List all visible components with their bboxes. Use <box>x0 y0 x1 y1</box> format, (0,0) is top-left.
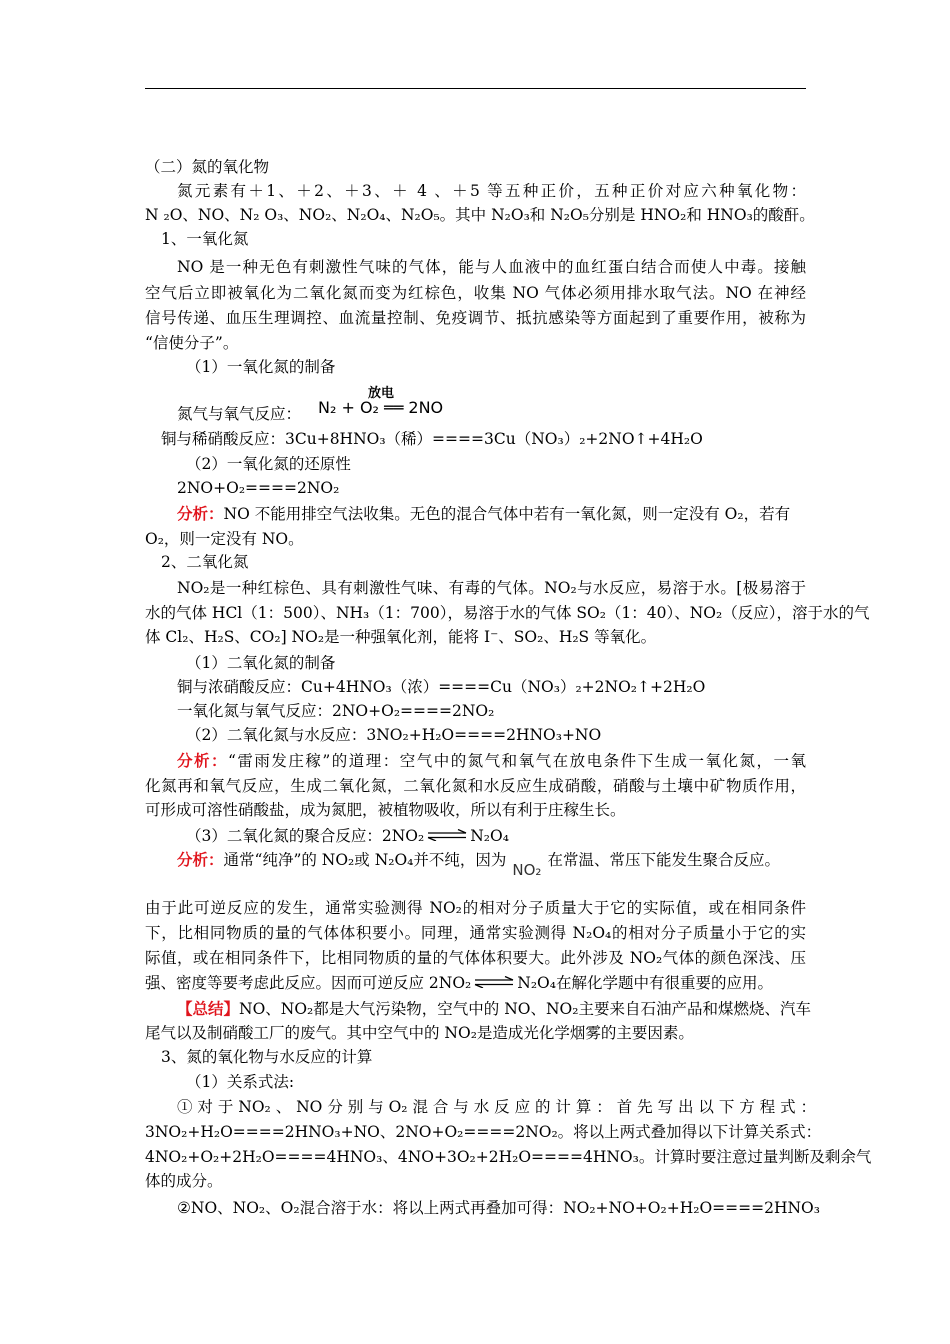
no-analysis-text: NO 不能用排空气法收集。无色的混合气体中若有一氧化氮，则一定没有 O₂，若有 <box>223 505 791 523</box>
no-para-line-1: NO 是一种无色有刺激性气味的气体，能与人血液中的血红蛋白结合而使人中毒。接触 <box>177 258 806 276</box>
no2-poly-analysis-line-1 <box>177 849 838 879</box>
discharge-formula: N₂ + O₂ ══ 2NO <box>318 398 444 417</box>
no-prep-1-label: 氮气与氧气反应： <box>177 405 302 423</box>
analysis-label: 分析： <box>177 504 224 523</box>
section-title: （二）氮的氧化物 <box>145 158 270 176</box>
intro-line-1: 氮元素有＋1、＋2、＋3、＋ 4 、＋5 等五种正价，五种正价对应六种氧化物： <box>177 182 806 200</box>
no-analysis-line-2: O₂，则一定没有 NO。 <box>145 530 304 548</box>
no2-para-line-2: 水的气体 HCl（1：500）、NH₃（1：700），易溶于水的气体 SO₂（1：40）、NO₂（反应），溶于水的气 <box>145 604 870 622</box>
no2-formula-image: NO₂ <box>512 861 542 879</box>
analysis-label: 分析： <box>177 850 224 869</box>
calc-method-heading: （1）关系式法: <box>186 1073 295 1091</box>
no-reduction-equation: 2NO+O₂====2NO₂ <box>177 479 340 497</box>
reversible-arrow-icon <box>473 976 515 988</box>
poly-line-5-left: 强、密度等要考虑此反应。因而可逆反应 2NO₂ <box>145 974 472 992</box>
no2-heading: 2、二氧化氮 <box>161 553 249 571</box>
calc-line-5: ②NO、NO₂、O₂混合溶于水：将以上两式再叠加可得：NO₂+NO+O₂+H₂O====2HNO₃ <box>177 1199 820 1217</box>
analysis-label: 分析： <box>177 751 228 770</box>
no2-poly-line-3: 下，比相同物质的量的气体体积要小。同理，通常实验测得 N₂O₄的相对分子质量小于它的实 <box>145 924 806 942</box>
no-para-line-3: 信号传递、血压生理调控、血流量控制、免疫调节、抵抗感染等方面起到了重要作用，被称为 <box>145 309 806 327</box>
poly-analysis-text-a: 通常“纯净”的 NO₂或 N₂O₄并不纯，因为 <box>223 851 507 869</box>
no2-prep-1: 铜与浓硝酸反应：Cu+4HNO₃（浓）====Cu（NO₃）₂+2NO₂↑+2H₂O <box>177 678 706 696</box>
no2-prep-2: 一氧化氮与氧气反应：2NO+O₂====2NO₂ <box>177 702 495 720</box>
calc-line-4: 体的成分。 <box>145 1172 223 1190</box>
no-prep-heading: （1）一氧化氮的制备 <box>186 358 336 376</box>
poly-heading-left: （3）二氧化氮的聚合反应：2NO₂ <box>186 827 425 845</box>
no2-para-line-1: NO₂是一种红棕色、具有刺激性气味、有毒的气体。NO₂与水反应，易溶于水。[极易溶于 <box>177 579 806 597</box>
no2-analysis-line-3: 可形成可溶性硝酸盐，成为氮肥，被植物吸收，所以有利于庄稼生长。 <box>145 801 626 819</box>
summary-text: NO、NO₂都是大气污染物，空气中的 NO、NO₂主要来自石油产品和煤燃烧、汽车 <box>239 1000 811 1018</box>
reversible-arrow-icon <box>426 829 468 841</box>
discharge-condition: 放电 <box>368 386 395 401</box>
calc-line-2: 3NO₂+H₂O====2HNO₃+NO、2NO+O₂====2NO₂。将以上两式叠加得以下计算关系式： <box>145 1123 822 1141</box>
no2-analysis-line-1 <box>177 750 806 772</box>
summary-line-1 <box>177 998 811 1020</box>
no2-water-reaction: （2）二氧化氮与水反应：3NO₂+H₂O====2HNO₃+NO <box>186 726 602 744</box>
no2-poly-line-4: 际值，或在相同条件下，比相同物质的量的气体体积要大。此外涉及 NO₂气体的颜色深浅、压 <box>145 949 806 967</box>
calc-heading: 3、氮的氧化物与水反应的计算 <box>161 1048 373 1066</box>
no-heading: 1、一氧化氮 <box>161 230 249 248</box>
calc-line-1: ① 对 于 NO₂ 、 NO 分 别 与 O₂ 混 合 与 水 反 应 的 计 算 ： 首 先 写 出 以 下 方 程 式 ： <box>177 1098 817 1116</box>
no2-prep-heading: （1）二氧化氮的制备 <box>186 654 336 672</box>
poly-analysis-text-b: 在常温、常压下能发生聚合反应。 <box>547 851 780 869</box>
no2-polymerization-heading <box>186 825 847 847</box>
no2-analysis-line-2: 化氮再和氧气反应，生成二氧化氮，二氧化氮和水反应生成硝酸，硝酸与土壤中矿物质作用， <box>145 777 806 795</box>
intro-line-2: N ₂O、NO、N₂ O₃、NO₂、N₂O₄、N₂O₅。其中 N₂O₃和 N₂O₅分别是 HNO₂和 HNO₃的酸酐。 <box>145 206 815 224</box>
no-para-line-2: 空气后立即被氧化为二氧化氮而变为红棕色，收集 NO 气体必须用排水取气法。NO 在神经 <box>145 284 806 302</box>
poly-line-5-right: N₂O₄在解化学题中有很重要的应用。 <box>517 974 773 992</box>
summary-label: 【总结】 <box>177 999 240 1018</box>
no-reduction-heading: （2）一氧化氮的还原性 <box>186 455 351 473</box>
no2-poly-line-2: 由于此可逆反应的发生，通常实验测得 NO₂的相对分子质量大于它的实际值，或在相同条件 <box>145 899 806 917</box>
calc-line-3: 4NO₂+O₂+2H₂O====4HNO₃、4NO+3O₂+2H₂O====4HNO₃。计算时要注意过量判断及剩余气 <box>145 1148 872 1166</box>
summary-line-2: 尾气以及制硝酸工厂的废气。其中空气中的 NO₂是造成光化学烟雾的主要因素。 <box>145 1024 694 1042</box>
no2-poly-line-5 <box>145 972 806 994</box>
poly-heading-right: N₂O₄ <box>470 827 509 845</box>
header-rule <box>145 88 806 89</box>
no-analysis-line-1 <box>177 503 838 525</box>
no-prep-2: 铜与稀硝酸反应：3Cu+8HNO₃（稀）====3Cu（NO₃）₂+2NO↑+4H₂O <box>161 430 703 448</box>
no2-para-line-3: 体 Cl₂、H₂S、CO₂] NO₂是一种强氧化剂，能将 I⁻、SO₂、H₂S 等氧化。 <box>145 628 657 646</box>
no2-analysis-text: “雷雨发庄稼”的道理：空气中的氮气和氧气在放电条件下生成一氧化氮，一氧 <box>227 752 806 770</box>
no-para-line-4: “信使分子”。 <box>145 334 239 352</box>
discharge-equation <box>318 382 478 420</box>
